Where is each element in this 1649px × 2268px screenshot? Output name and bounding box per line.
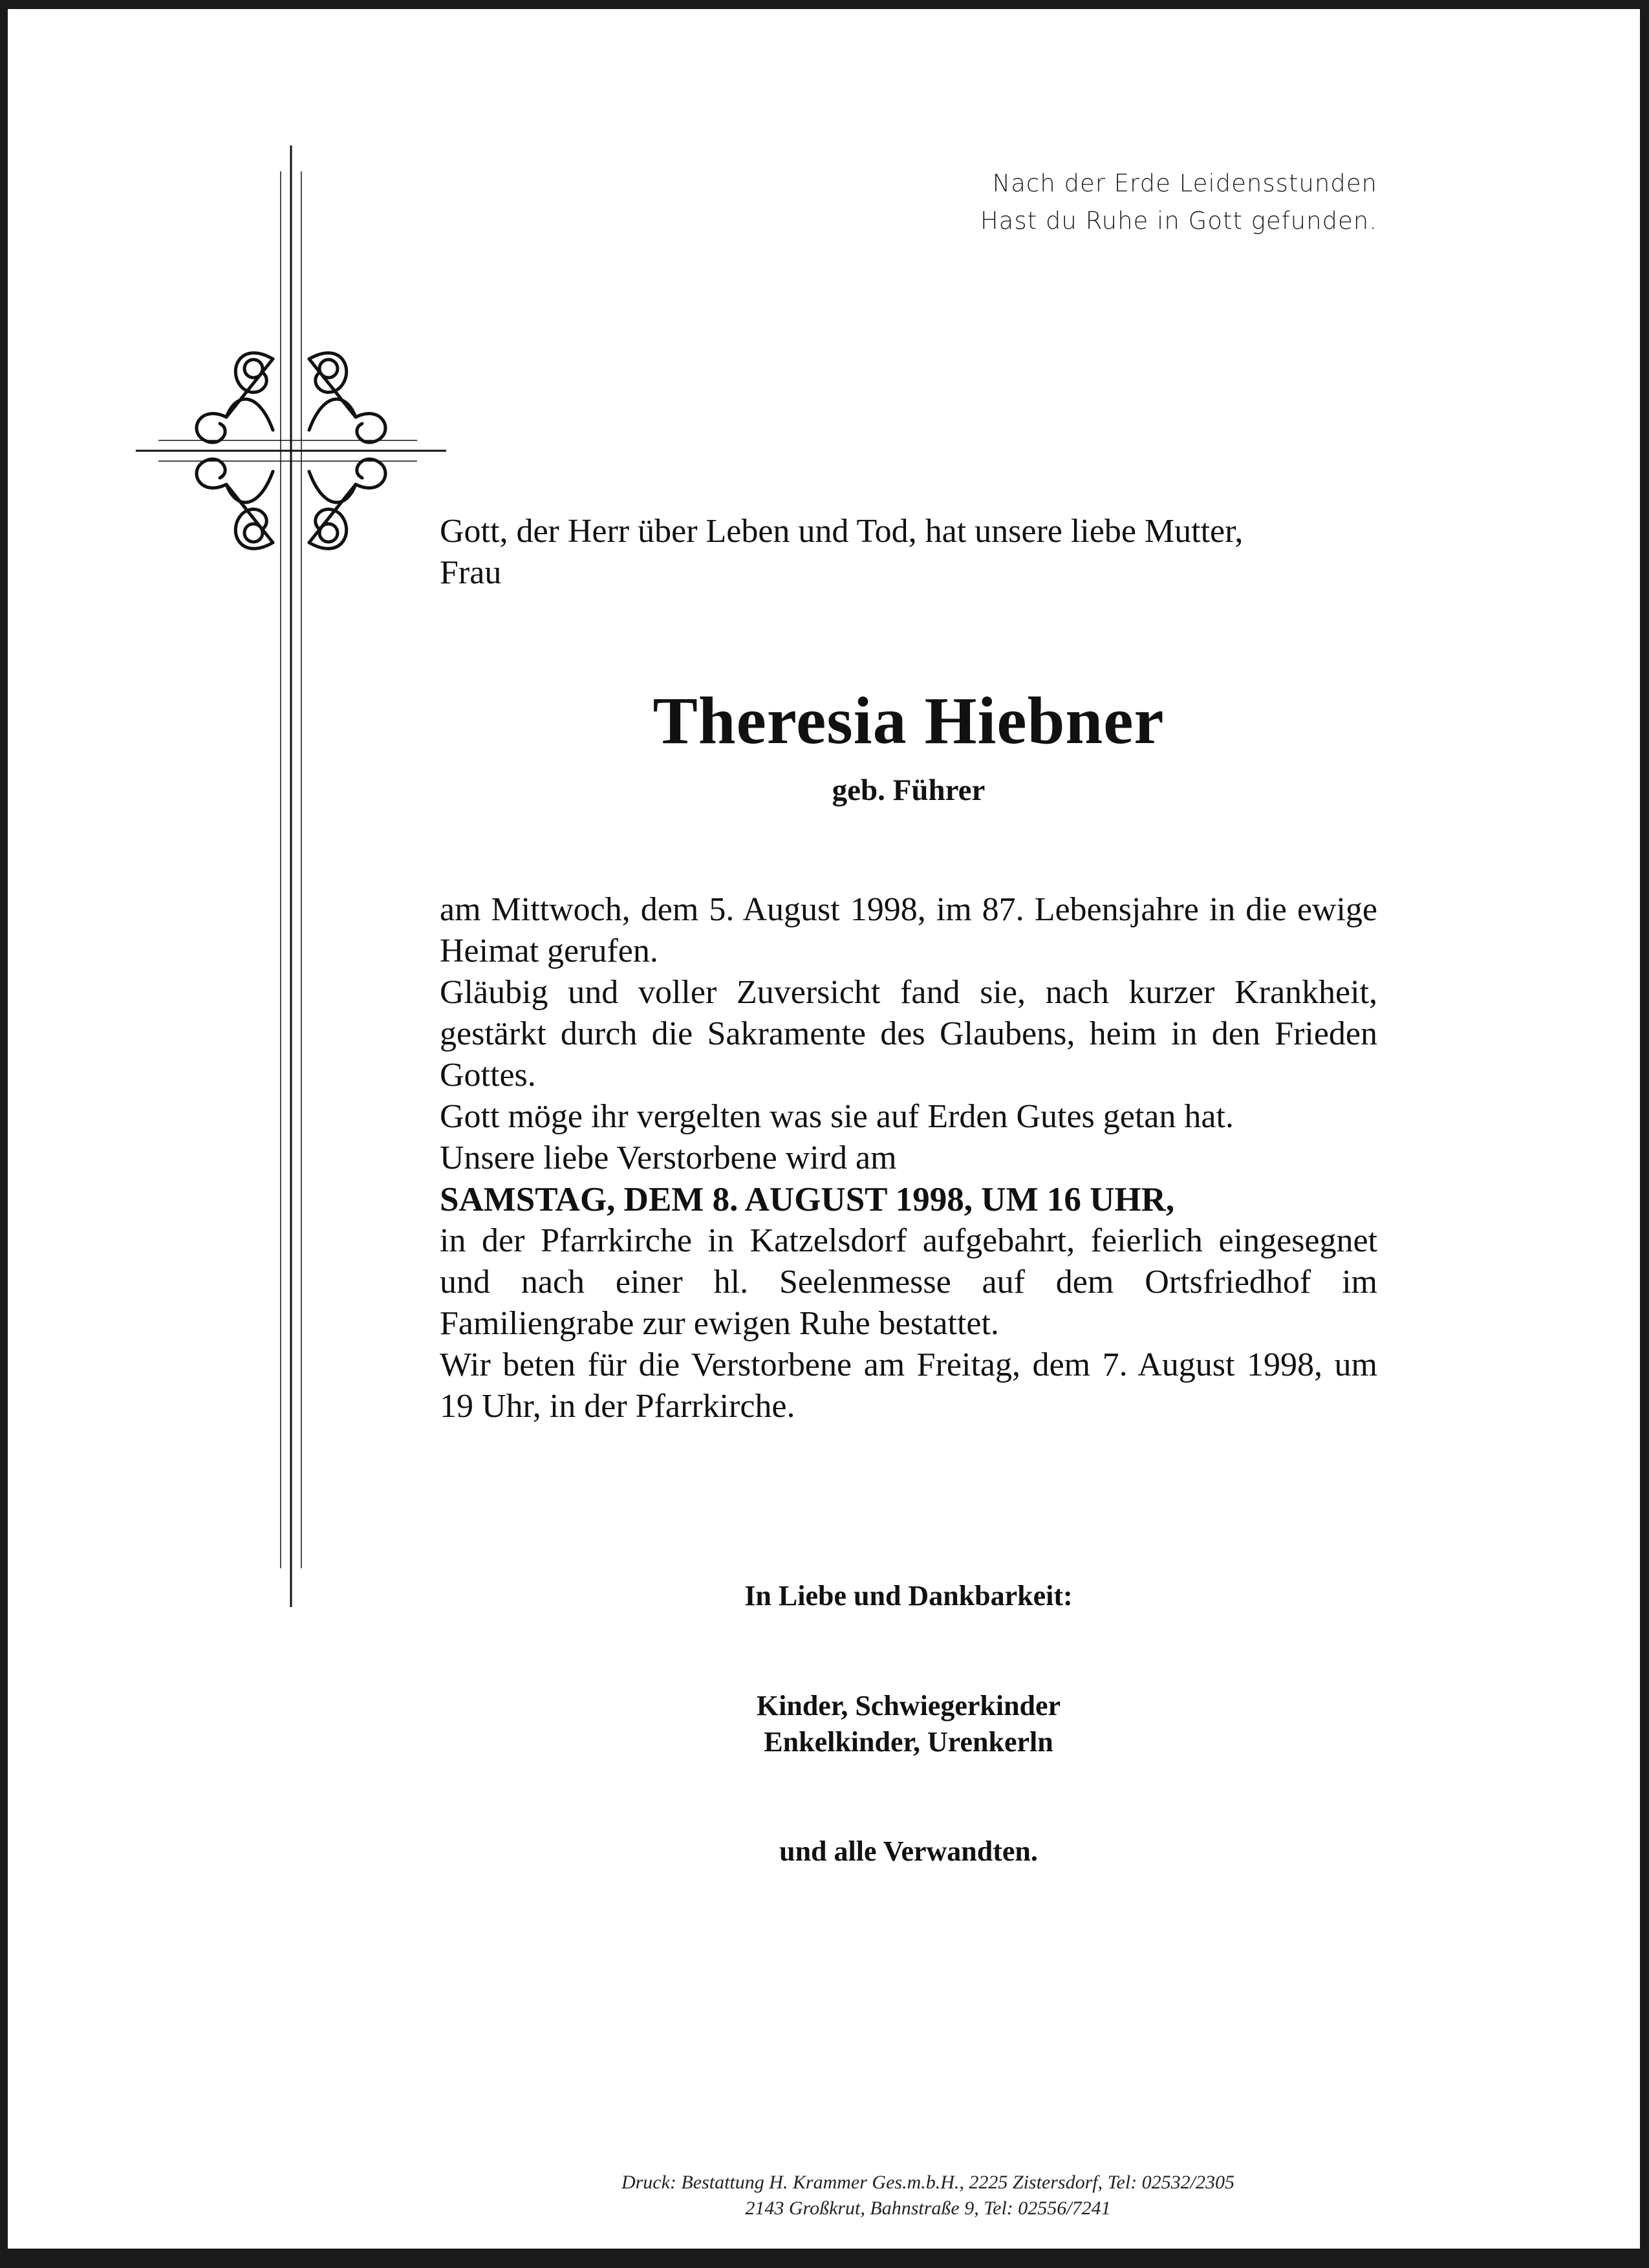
birth-name: geb. Führer (832, 773, 986, 807)
prayer-paragraph: Wir beten für die Verstorbene am Freitag, dem 7. August 1998, um 19 Uhr, in der Pfarrkirche. (440, 1346, 1377, 1425)
intro-line-2: Frau (440, 554, 502, 591)
deceased-name: Theresia Hiebner (652, 684, 1165, 758)
family-list (440, 1688, 1377, 1760)
scan-border-right (1640, 0, 1649, 2268)
dedication: In Liebe und Dankbarkeit: (744, 1580, 1073, 1612)
death-date-paragraph: am Mittwoch, dem 5. August 1998, im 87. Lebensjahre in die ewige Heimat gerufen. (440, 891, 1377, 969)
faith-paragraph: Gläubig und voller Zuversicht fand sie, nach kurzer Krankheit, gestärkt durch die Sakramente des Glaubens, heim in den Frieden Gottes. (440, 974, 1377, 1094)
scan-border-bottom (0, 2249, 1649, 2268)
relatives: und alle Verwandten. (779, 1835, 1038, 1867)
motto-line-1: Nach der Erde Leidensstunden (992, 169, 1377, 197)
printer-line-1: Druck: Bestattung H. Krammer Ges.m.b.H., 2225 Zistersdorf, Tel: 02532/2305 (621, 2172, 1235, 2193)
intro-text (440, 511, 1377, 594)
printer-imprint (323, 2170, 1533, 2221)
funeral-details: in der Pfarrkirche in Katzelsdorf aufgebahrt, feierlich eingesegnet und nach einer hl. Seelenmesse auf dem Ortsfriedhof im Familiengrabe zur ewigen Ruhe bestattet. (440, 1222, 1377, 1342)
scan-border-top (0, 0, 1649, 9)
funeral-intro: Unsere liebe Verstorbene wird am (440, 1139, 897, 1176)
family-line-2: Enkelkinder, Urenkerln (764, 1726, 1053, 1758)
cross-ornament-icon (129, 146, 453, 1607)
motto-line-2: Hast du Ruhe in Gott gefunden. (980, 207, 1377, 235)
funeral-date: SAMSTAG, DEM 8. AUGUST 1998, UM 16 UHR, (440, 1181, 1175, 1218)
printer-line-2: 2143 Großkrut, Bahnstraße 9, Tel: 02556/7241 (745, 2198, 1111, 2219)
motto (892, 165, 1377, 240)
family-line-1: Kinder, Schwiegerkinder (756, 1690, 1061, 1722)
scan-border-left (0, 0, 8, 2268)
notice-body (440, 889, 1377, 1427)
intro-line-1: Gott, der Herr über Leben und Tod, hat unsere liebe Mutter, (440, 513, 1244, 550)
blessing-paragraph: Gott möge ihr vergelten was sie auf Erden Gutes getan hat. (440, 1098, 1234, 1135)
